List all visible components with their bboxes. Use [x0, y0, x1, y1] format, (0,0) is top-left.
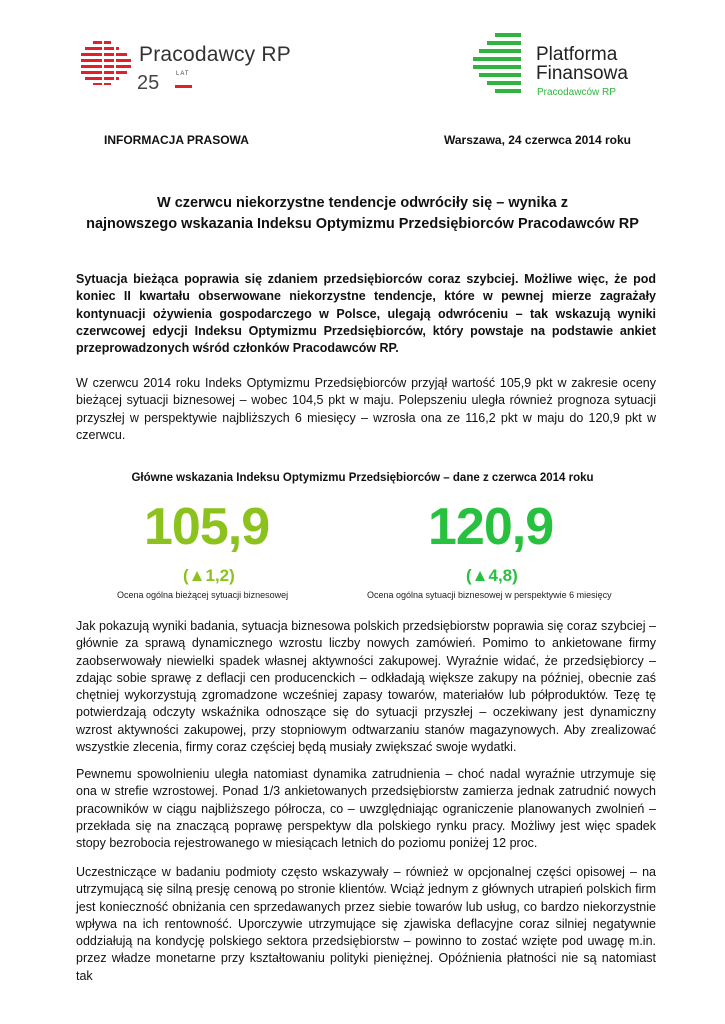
press-release-label: INFORMACJA PRASOWA — [104, 133, 249, 147]
future-index-change: (▲4,8) — [466, 566, 518, 585]
lead-paragraph: Sytuacja bieżąca poprawia się zdaniem przedsiębiorców coraz szybciej. Możliwe więc, że pod koniec II kwartału obserwowane niekorzystne tendencje, które w pewnej mierze zagrażały kontynuacji ożywienia gospodarczego w Polsce, ulegają odwróceniu – tak wskazują wyniki czerwcowej edycji Indeksu Optymizmu Przedsiębiorców, który powstaje na podstawie ankiet przeprowadzonych wśród członków Pracodawców RP. — [76, 272, 656, 356]
platforma-finansowa-stripes-icon — [473, 33, 525, 99]
paragraph-1: W czerwcu 2014 roku Indeks Optymizmu Przedsiębiorców przyjął wartość 105,9 pkt w zakresie oceny bieżącej sytuacji biznesowej – wobec 104,5 pkt w maju. Polepszeniu uległa również prognoza sytuacji przyszłej w perspektywie najbliższych 6 miesięcy – wzrosła ona ze 116,2 pkt w maju do 120,9 pkt w czerwcu. — [76, 376, 656, 442]
document-title — [60, 193, 665, 235]
title-line-1: W czerwcu niekorzystne tendencje odwróciły się – wynika z — [157, 195, 568, 211]
future-index-caption: Ocena ogólna sytuacji biznesowej w perspektywie 6 miesięcy — [367, 590, 612, 600]
paragraph-4: Uczestniczące w badaniu podmioty często wskazywały – również w opcjonalnej części opisowej – na utrzymującą się silną presję cenową po stronie klientów. Wciąż jednym z głównych utrapień polskich firm jest konieczność obniżania cen sprzedawanych przez siebie towarów lub usług, co bardzo niekorzystnie wpływa na ich rentowność. Uporczywie utrzymujące się zjawiska deflacyjne coraz silniej negatywnie oddziałują na kondycję polskiego sektora przedsiębiorstw – powinno to zostać wzięte pod uwagę m.in. przez władze monetarne przy kształtowaniu polityki pieniężnej. Opóźnienia płatności nie są natomiast tak — [76, 865, 656, 983]
paragraph-3: Pewnemu spowolnieniu uległa natomiast dynamika zatrudnienia – choć nadal wyraźnie utrzymuje się ona w strefie wzrostowej. Ponad 1/3 ankietowanych przedsiębiorstw zamierza jednak zatrudnić nowych pracowników w ciągu najbliższego półrocza, co – uwzględniając ograniczenie planowanych zwolnień – przekłada się na znaczącą poprawę perspektyw dla polskiego rynku pracy. Możliwy jest więc spadek stopy bezrobocia rejestrowanego w miesiącach letnich do poziomu poniżej 12 proc. — [76, 767, 656, 851]
logo-red-line — [175, 85, 192, 88]
current-index-caption: Ocena ogólna bieżącej sytuacji biznesowej — [117, 590, 289, 600]
pracodawcow-rp-label: Pracodawców RP — [537, 87, 616, 98]
platforma-label: Platforma — [536, 44, 618, 65]
pracodawcy-rp-logo — [81, 41, 291, 101]
anniversary-number: 25 — [137, 72, 160, 94]
current-index-value: 105,9 — [144, 498, 270, 556]
finansowa-label: Finansowa — [536, 63, 628, 84]
pracodawcy-rp-name: Pracodawcy RP — [139, 43, 291, 66]
anniversary-label: LAT — [176, 71, 190, 77]
pracodawcy-rp-stripes-icon — [81, 41, 133, 85]
title-line-2: najnowszego wskazania Indeksu Optymizmu Przedsiębiorców Pracodawców RP — [86, 216, 639, 232]
current-index-change: (▲1,2) — [183, 566, 235, 585]
paragraph-2: Jak pokazują wyniki badania, sytuacja biznesowa polskich przedsiębiorstw poprawia się coraz szybciej – głównie za sprawą dynamicznego wzrostu liczby nowych zamówień. Pomimo to ankietowane firmy zaobserwowały niewielki spadek własnej aktywności zakupowej. Wyraźnie widać, że przedsiębiorcy – zdając sobie sprawę z deflacji cen producenckich – odkładają większe zakupy na później, obecnie zaś chętniej wykorzystują zgromadzone wcześniej zapasy towarów, materiałów lub półproduktów. Tezę tę potwierdzają odczyty wskaźnika odnoszące się do sytuacji przyszłej – oczekiwany jest dynamiczny wzrost aktywności zakupowej, przy stopniowym odtwarzaniu stanów magazynowych. Aby zrealizować wszystkie zlecenia, firmy coraz częściej będą musiały zwiększać swoje wydatki. — [76, 619, 656, 755]
platforma-finansowa-logo — [473, 33, 663, 103]
future-index-value: 120,9 — [428, 498, 554, 556]
release-date: Warszawa, 24 czerwca 2014 roku — [444, 133, 631, 147]
indicators-heading: Główne wskazania Indeksu Optymizmu Przedsiębiorców – dane z czerwca 2014 roku — [131, 472, 594, 484]
